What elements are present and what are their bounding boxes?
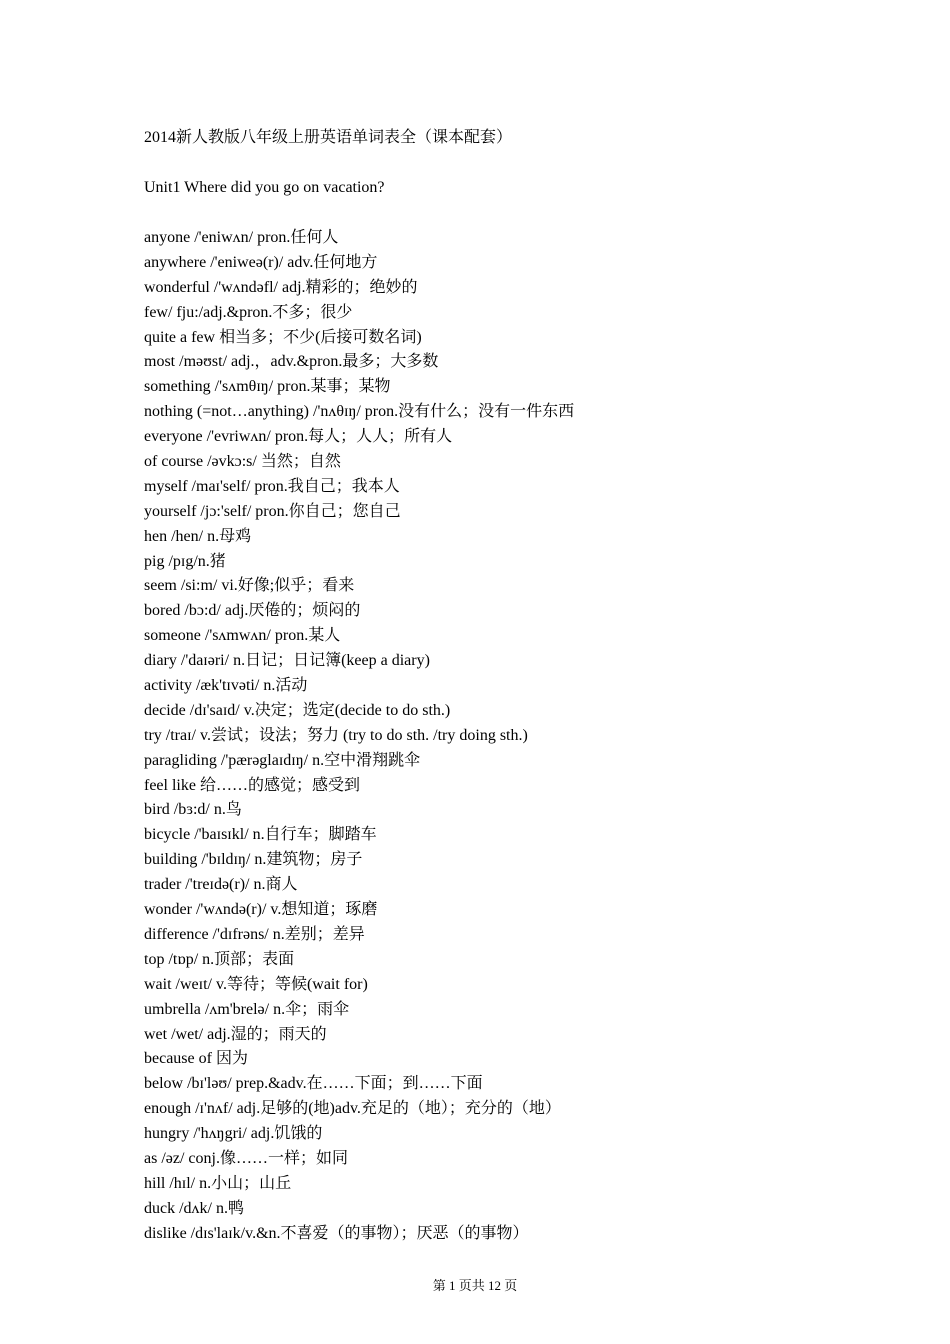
vocabulary-entry: anyone /'eniwʌn/ pron.任何人 [144, 229, 339, 246]
unit-heading: Unit1 Where did you go on vacation? [144, 179, 385, 196]
vocabulary-entry: most /məʊst/ adj.，adv.&pron.最多；大多数 [144, 353, 439, 371]
vocabulary-entry: decide /dɪ'saɪd/ v.决定；选定(decide to do sth.) [144, 701, 451, 719]
vocabulary-entry: wonder /'wʌndə(r)/ v.想知道；琢磨 [144, 901, 378, 919]
vocabulary-entry: diary /'daɪəri/ n.日记；日记簿(keep a diary) [144, 652, 430, 670]
vocabulary-entry: try /traɪ/ v.尝试；设法；努力 (try to do sth. /try doing sth.) [144, 726, 528, 744]
vocabulary-entry: paragliding /'pærəglaɪdɪŋ/ n.空中滑翔跳伞 [144, 751, 421, 769]
vocabulary-entry: activity /æk'tɪvəti/ n.活动 [144, 677, 308, 695]
vocabulary-entry: pig /pɪg/n.猪 [144, 552, 226, 570]
vocabulary-entry: of course /əvkɔ:s/ 当然；自然 [144, 453, 341, 471]
vocabulary-entry: anywhere /'eniweə(r)/ adv.任何地方 [144, 253, 378, 271]
vocabulary-entry: enough /ɪ'nʌf/ adj.足够的(地)adv.充足的（地）；充分的（地） [144, 1100, 561, 1118]
vocabulary-entry: something /'sʌmθɪŋ/ pron.某事；某物 [144, 378, 391, 396]
vocabulary-entry: bored /bɔ:d/ adj.厌倦的；烦闷的 [144, 602, 361, 620]
vocabulary-entry: building /'bɪldɪŋ/ n.建筑物；房子 [144, 851, 363, 869]
vocabulary-entry: below /bɪ'ləʊ/ prep.&adv.在……下面；到……下面 [144, 1075, 483, 1093]
vocabulary-entry: wait /weɪt/ v.等待；等候(wait for) [144, 975, 368, 993]
vocabulary-entry: bird /bɜ:d/ n.鸟 [144, 801, 242, 819]
vocabulary-entry: yourself /jɔ:'self/ pron.你自己；您自己 [144, 502, 401, 520]
vocabulary-entry: hungry /'hʌŋgri/ adj.饥饿的 [144, 1125, 323, 1143]
vocabulary-entry: bicycle /'baɪsɪkl/ n.自行车；脚踏车 [144, 826, 377, 844]
vocabulary-entry: as /əz/ conj.像……一样；如同 [144, 1149, 348, 1167]
vocabulary-entry: everyone /'evriwʌn/ pron.每人；人人；所有人 [144, 428, 453, 446]
vocabulary-entry: dislike /dɪs'laɪk/v.&n.不喜爱（的事物）；厌恶（的事物） [144, 1224, 529, 1242]
vocabulary-entry: myself /maɪ'self/ pron.我自己；我本人 [144, 477, 400, 495]
vocabulary-entry: difference /'dɪfrəns/ n.差别；差异 [144, 925, 365, 943]
vocabulary-entry: quite a few 相当多；不少(后接可数名词) [144, 328, 422, 346]
vocabulary-entry: seem /si:m/ vi.好像;似乎；看来 [144, 577, 355, 595]
vocabulary-entry: top /tɒp/ n.顶部；表面 [144, 950, 295, 968]
vocabulary-entry: feel like 给……的感觉；感受到 [144, 776, 360, 794]
vocabulary-entry: hill /hɪl/ n.小山；山丘 [144, 1174, 292, 1192]
vocabulary-entry: trader /'treɪdə(r)/ n.商人 [144, 876, 298, 894]
vocabulary-entry: someone /'sʌmwʌn/ pron.某人 [144, 627, 341, 645]
vocabulary-entry: because of 因为 [144, 1050, 248, 1068]
vocabulary-entry: few/ fju:/adj.&pron.不多；很少 [144, 303, 353, 321]
page-footer: 第 1 页共 12 页 [432, 1278, 518, 1293]
vocabulary-entry: wonderful /'wʌndəfl/ adj.精彩的；绝妙的 [144, 278, 418, 296]
vocabulary-entry: wet /wet/ adj.湿的；雨天的 [144, 1025, 327, 1043]
vocabulary-entry: duck /dʌk/ n.鸭 [144, 1199, 244, 1217]
document-title: 2014新人教版八年级上册英语单词表全（课本配套） [144, 129, 513, 146]
vocabulary-list [144, 227, 574, 1248]
vocabulary-entry: hen /hen/ n.母鸡 [144, 527, 252, 545]
vocabulary-entry: umbrella /ʌm'brelə/ n.伞；雨伞 [144, 1000, 350, 1018]
vocabulary-entry: nothing (=not…anything) /'nʌθɪŋ/ pron.没有什么；没有一件东西 [144, 403, 575, 421]
